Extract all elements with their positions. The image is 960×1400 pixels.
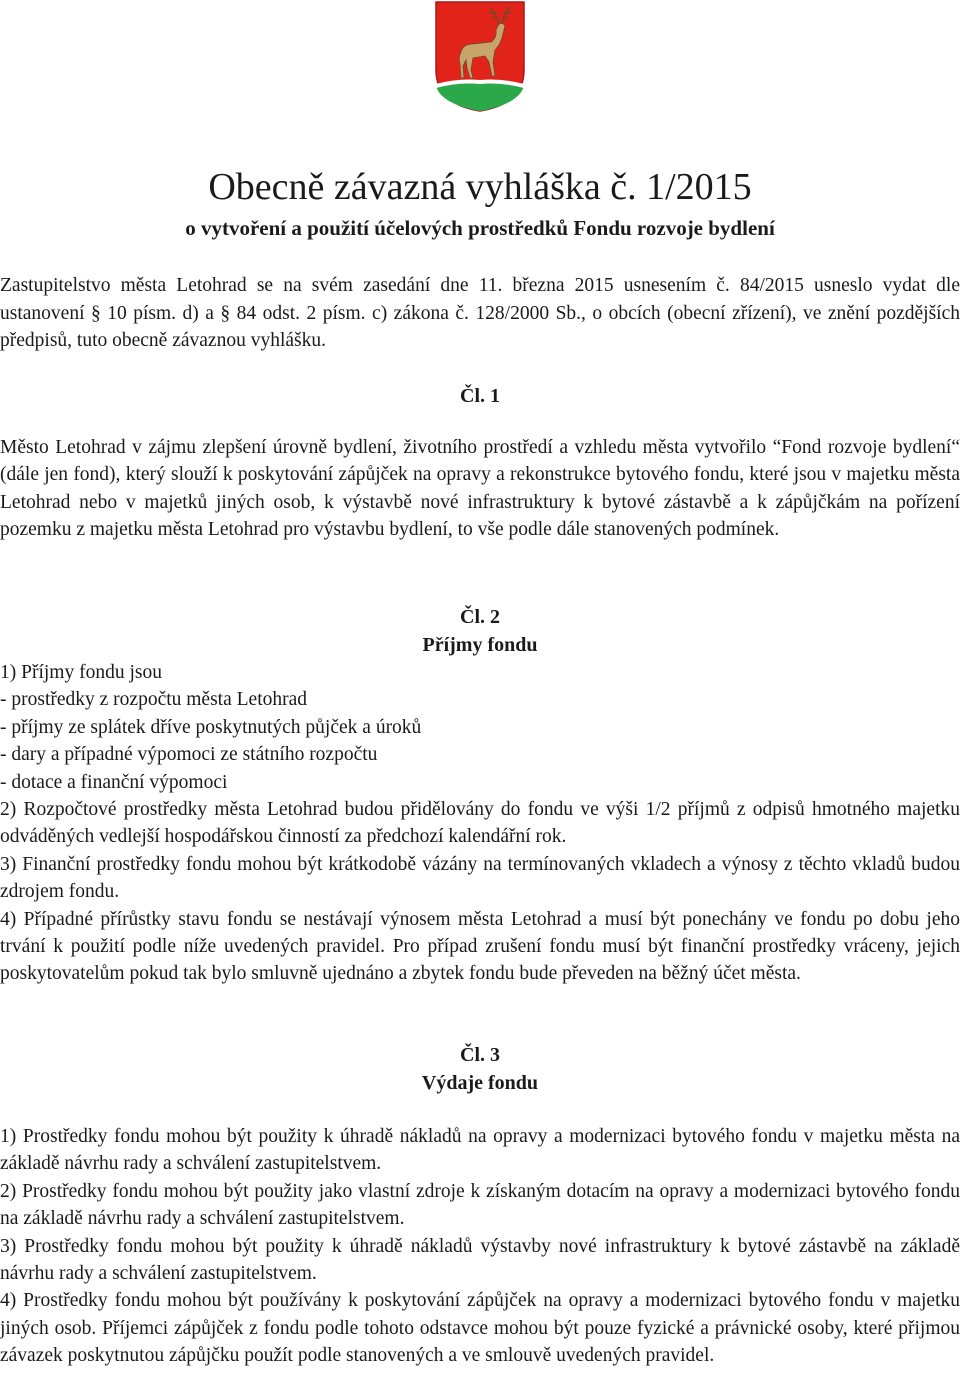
preamble-text: Zastupitelstvo města Letohrad se na svém zasedání dne 11. března 2015 usnesením č. 84/2015 usneslo vydat dle ustanovení § 10 písm. d) a § 84 odst. 2 písm. c) zákona č. 128/2000 Sb., o obcích (obecní zřízení), ve znění pozdějších předpisů, tuto obecně závaznou vyhlášku. xyxy=(0,275,960,352)
article-2-bullet: - dotace a finanční výpomoci xyxy=(0,771,228,793)
article-2-bullet: - dary a případné výpomoci ze státního rozpočtu xyxy=(0,744,378,766)
article-1-text: Město Letohrad v zájmu zlepšení úrovně bydlení, životního prostředí a vzhledu města vytvořilo “Fond rozvoje bydlení“ (dále jen fond), který slouží k poskytování zápůjček na opravy a rekonstrukce bytového fondu, které jsou v majetku města Letohrad nebo v majetků jiných osob, k výstavbě nové infrastruktury k bytové zástavbě a k zápůjčkám na pořízení pozemku z majetku města Letohrad pro výstavbu bydlení, to vše podle dále stanovených podmínek. xyxy=(0,437,960,541)
article-2-item-3: 3) Finanční prostředky fondu mohou být krátkodobě vázány na termínovaných vkladech a výnosy z těchto vkladů budou zdrojem fondu. xyxy=(0,853,960,903)
article-2-number: Čl. 2 xyxy=(460,606,500,628)
article-3-item-4: 4) Prostředky fondu mohou být používány k poskytování zápůjček na opravy a modernizaci bytového fondu v majetku jiných osob. Příjemci zápůjček z fondu podle tohoto odstavce mohou být pouze fyzické a právnické osoby, které přijmou závazek poskytnutou zápůjčku použít podle stanovených a ve smlouvě uvedených pravidel. xyxy=(0,1290,960,1367)
article-3-heading: Výdaje fondu xyxy=(421,1072,539,1094)
coat-of-arms-deer-icon xyxy=(433,0,527,112)
article-2-heading: Příjmy fondu xyxy=(422,634,538,656)
preamble xyxy=(0,272,960,355)
article-1 xyxy=(0,382,960,544)
article-2-item-4: 4) Případné přírůstky stavu fondu se nestávají výnosem města Letohrad a musí být ponechány ve fondu po dobu jeho trvání k použití podle níže uvedených pravidel. Pro případ zrušení fondu musí být finanční prostředky vráceny, jejich poskytovatelům pokud tak bylo smluvně ujednáno a zbytek fondu bude převeden na běžný účet města. xyxy=(0,908,960,985)
shield-ground xyxy=(436,82,524,112)
article-2-item-1: 1) Příjmy fondu jsou xyxy=(0,662,162,683)
article-3-number: Čl. 3 xyxy=(460,1044,500,1066)
article-2 xyxy=(0,603,960,988)
document-title: Obecně závazná vyhláška č. 1/2015 xyxy=(208,166,752,208)
article-3-item-1: 1) Prostředky fondu mohou být použity k úhradě nákladů na opravy a modernizaci bytového fondu v majetku města na základě návrhu rady a schválení zastupitelstvem. xyxy=(0,1126,960,1175)
article-3 xyxy=(0,1041,960,1370)
article-3-item-3: 3) Prostředky fondu mohou být použity k úhradě nákladů výstavby nové infrastruktury k bytové zástavbě na základě návrhu rady a schválení zastupitelstvem. xyxy=(0,1235,960,1285)
article-2-item-2: 2) Rozpočtové prostředky města Letohrad budou přidělovány do fondu ve výši 1/2 příjmů z odpisů hmotného majetku odváděných vedlejší hospodářskou činností za předchozí kalendářní rok. xyxy=(0,799,960,848)
document-subtitle: o vytvoření a použití účelových prostředků Fondu rozvoje bydlení xyxy=(185,216,775,240)
article-2-bullet: - prostředky z rozpočtu města Letohrad xyxy=(0,689,308,711)
article-2-bullet: - příjmy ze splátek dříve poskytnutých půjček a úroků xyxy=(0,716,422,738)
article-3-item-2: 2) Prostředky fondu mohou být použity jako vlastní zdroje k získaným dotacím na opravy a modernizaci bytového fondu na základě návrhu rady a schválení zastupitelstvem. xyxy=(0,1180,960,1230)
article-1-number: Čl. 1 xyxy=(460,385,500,407)
